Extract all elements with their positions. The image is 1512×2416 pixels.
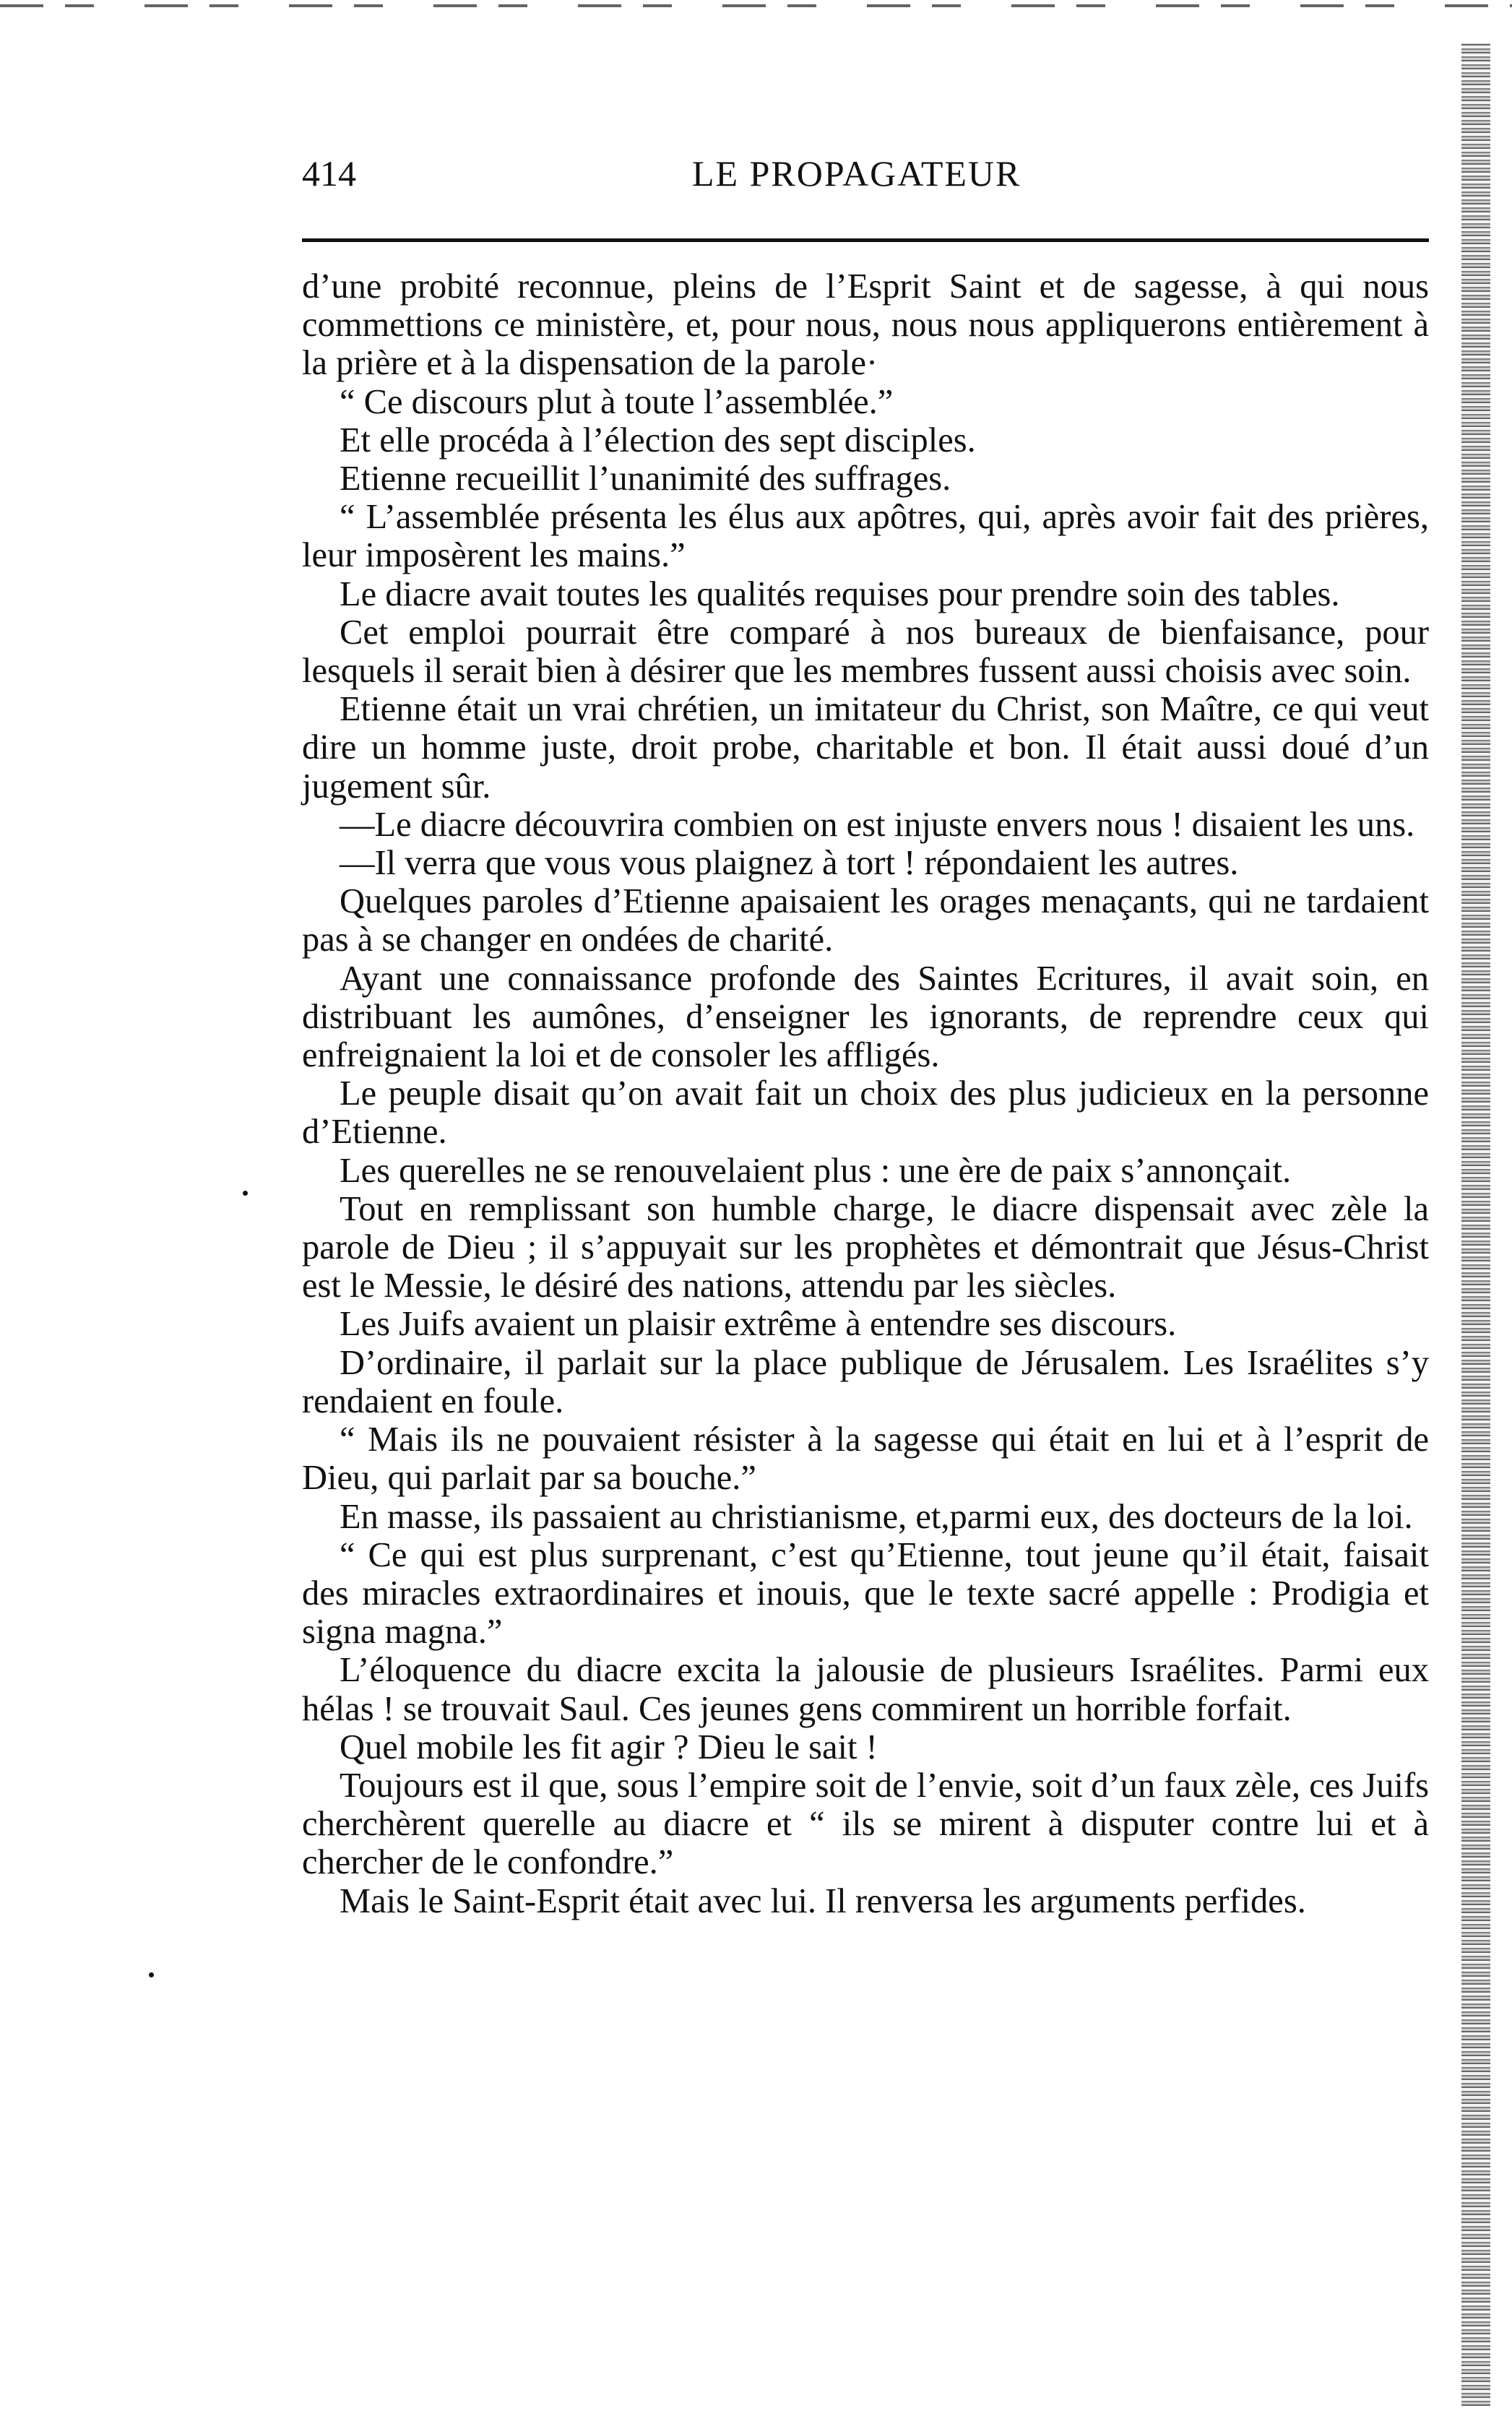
paragraph: Etienne recueillit l’unanimité des suffrages.	[340, 460, 951, 499]
page-edge-shadow	[1461, 43, 1490, 2406]
ink-speck	[243, 1191, 248, 1196]
paragraph: Les Juifs avaient un plaisir extrême à entendre ses discours.	[340, 1305, 1177, 1344]
paragraph: Le diacre avait toutes les qualités requises pour prendre soin des tables.	[340, 574, 1340, 613]
scan-artifact-line	[0, 4, 1512, 7]
paragraph: Tout en remplissant son humble charge, le diacre dispensait avec zèle la parole de Dieu ; il s’appuyait sur les prophètes et démontrait que Jésus-Christ est le Messie, le désiré des nations, attendu par les siècles.	[302, 1189, 1429, 1306]
paragraph: Toujours est il que, sous l’empire soit de l’envie, soit d’un faux zèle, ces Juifs cherchèrent querelle au diacre et “ ils se mirent à disputer contre lui et à chercher de le confondre.”	[302, 1766, 1429, 1882]
page-number: 414	[302, 153, 356, 194]
ink-speck	[149, 1972, 154, 1977]
page-header	[302, 152, 1429, 202]
paragraph: L’éloquence du diacre excita la jalousie de plusieurs Israélites. Parmi eux hélas ! se trouvait Saul. Ces jeunes gens commirent un horrible forfait.	[302, 1651, 1429, 1728]
paragraph: “ L’assemblée présenta les élus aux apôtres, qui, après avoir fait des prières, leur imposèrent les mains.”	[302, 498, 1429, 575]
paragraph: Cet emploi pourrait être comparé à nos bureaux de bienfaisance, pour lesquels il serait bien à désirer que les membres fussent aussi choisis avec soin.	[302, 613, 1429, 691]
paragraph: Etienne était un vrai chrétien, un imitateur du Christ, son Maître, ce qui veut dire un homme juste, droit probe, charitable et bon. Il était aussi doué d’un jugement sûr.	[302, 690, 1429, 806]
paragraph: Le peuple disait qu’on avait fait un choix des plus judicieux en la personne d’Etienne.	[302, 1074, 1429, 1152]
paragraph: “ Ce qui est plus surprenant, c’est qu’Etienne, tout jeune qu’il était, faisait des miracles extraordinaires et inouis, que le texte sacré appelle : Prodigia et signa magna.”	[302, 1535, 1429, 1652]
paragraph: “ Mais ils ne pouvaient résister à la sagesse qui était en lui et à l’esprit de Dieu, qui parlait par sa bouche.”	[302, 1420, 1429, 1498]
paragraph: “ Ce discours plut à toute l’assemblée.”	[340, 382, 894, 421]
paragraph: En masse, ils passaient au christianisme, et,parmi eux, des docteurs de la loi.	[340, 1497, 1413, 1536]
paragraph: Ayant une connaissance profonde des Saintes Ecritures, il avait soin, en distribuant les aumônes, d’enseigner les ignorants, de reprendre ceux qui enfreignaient la loi et de consoler les affligés.	[302, 959, 1429, 1075]
paragraph: —Il verra que vous vous plaignez à tort ! répondaient les autres.	[340, 844, 1239, 883]
paragraph: —Le diacre découvrira combien on est injuste envers nous ! disaient les uns.	[340, 805, 1415, 844]
body-text	[302, 267, 1429, 1920]
paragraph: Les querelles ne se renouvelaient plus : une ère de paix s’annonçait.	[340, 1151, 1292, 1190]
header-rule	[302, 238, 1429, 242]
running-title: LE PROPAGATEUR	[692, 153, 1021, 194]
paragraph: Et elle procéda à l’élection des sept disciples.	[340, 420, 976, 460]
paragraph: Quelques paroles d’Etienne apaisaient les orages menaçants, qui ne tardaient pas à se changer en ondées de charité.	[302, 882, 1429, 959]
paragraph: D’ordinaire, il parlait sur la place publique de Jérusalem. Les Israélites s’y rendaient en foule.	[302, 1343, 1429, 1420]
paragraph: Quel mobile les fit agir ? Dieu le sait !	[340, 1727, 878, 1766]
paragraph: Mais le Saint-Esprit était avec lui. Il renversa les arguments perfides.	[340, 1881, 1306, 1920]
paragraph: d’une probité reconnue, pleins de l’Esprit Saint et de sagesse, à qui nous commettions ce ministère, et, pour nous, nous nous appliquerons entièrement à la prière et à la dispensation de la parole·	[302, 267, 1429, 383]
